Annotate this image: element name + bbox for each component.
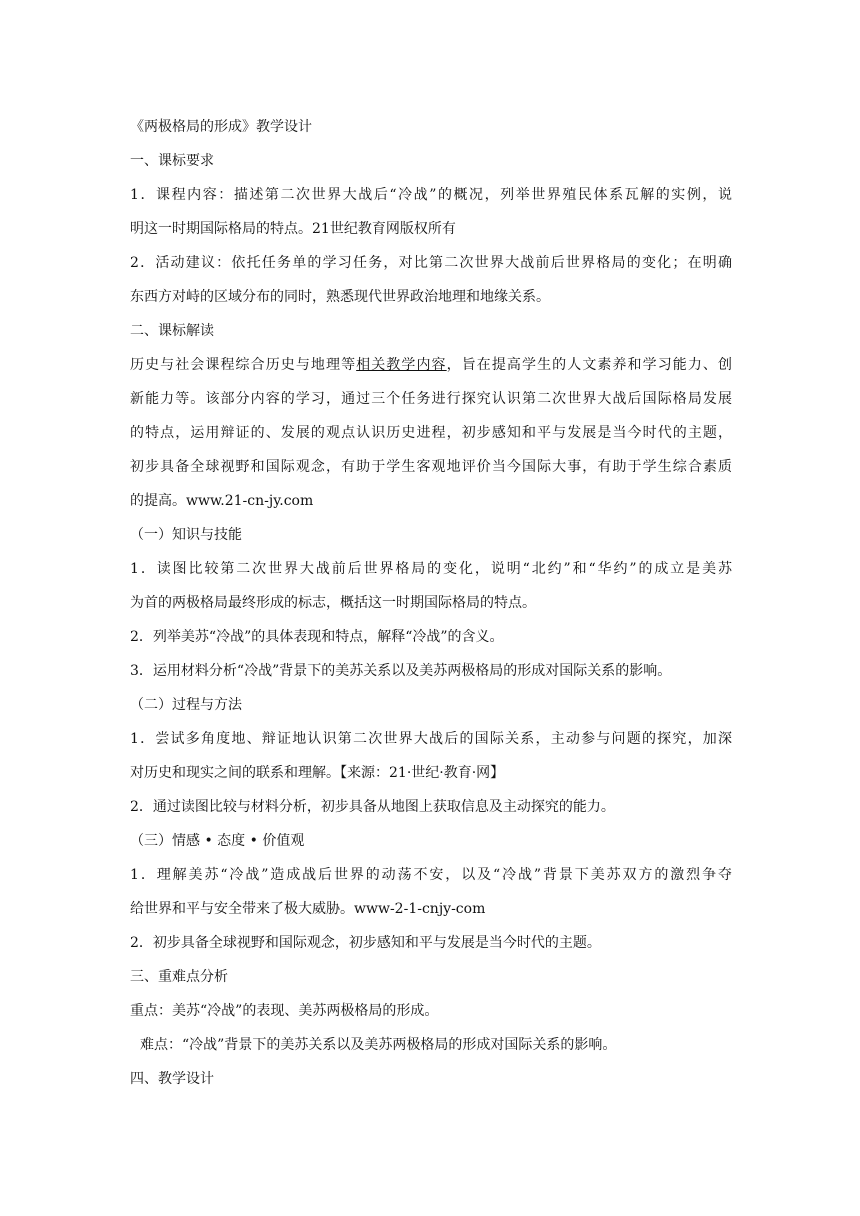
paragraph-line: 1．尝试多角度地、辩证地认识第二次世界大战后的国际关系，主动参与问题的探究，加深 [130, 731, 732, 747]
paragraph-line: 1．读图比较第二次世界大战前后世界格局的变化，说明“北约”和“华约”的成立是美苏 [130, 561, 732, 577]
key-point: 重点：美苏“冷战”的表现、美苏两极格局的形成。 [130, 1003, 439, 1019]
paragraph-line: 给世界和平与安全带来了极大威胁。www-2-1-cnjy-com [130, 901, 486, 917]
paragraph-line: 的提高。www.21-cn-jy.com [130, 493, 314, 509]
subsection-heading-3: （三）情感 • 态度 • 价值观 [130, 833, 305, 849]
subsection-heading-2: （二）过程与方法 [130, 697, 242, 713]
paragraph-line: 1．课程内容：描述第二次世界大战后“冷战”的概况，列举世界殖民体系瓦解的实例，说 [130, 187, 732, 203]
paragraph-line: 1．理解美苏“冷战”造成战后世界的动荡不安，以及“冷战”背景下美苏双方的激烈争夺 [130, 867, 732, 883]
paragraph-line: 初步具备全球视野和国际观念，有助于学生客观地评价当今国际大事，有助于学生综合素质 [130, 459, 732, 475]
document-title: 《两极格局的形成》教学设计 [130, 119, 312, 135]
paragraph-line: 东西方对峙的区域分布的同时，熟悉现代世界政治地理和地缘关系。 [130, 289, 550, 305]
paragraph-line: 2．通过读图比较与材料分析，初步具备从地图上获取信息及主动探究的能力。 [130, 799, 615, 815]
paragraph-line: 明这一时期国际格局的特点。21世纪教育网版权所有 [130, 221, 456, 237]
paragraph-text: 历史与社会课程综合历史与地理等 [130, 357, 357, 373]
paragraph-line: 为首的两极格局最终形成的标志，概括这一时期国际格局的特点。 [130, 595, 536, 611]
subsection-heading-1: （一）知识与技能 [130, 527, 242, 543]
underlined-text: 相关教学内容 [356, 357, 447, 373]
section-heading-3: 三、重难点分析 [130, 969, 228, 985]
paragraph-line: 3．运用材料分析“冷战”背景下的美苏关系以及美苏两极格局的形成对国际关系的影响。 [130, 663, 672, 679]
paragraph-line [130, 348, 732, 382]
section-heading-2: 二、课标解读 [130, 323, 214, 339]
paragraph-line: 对历史和现实之间的联系和理解。【来源：21·世纪·教育·网】 [130, 765, 505, 781]
paragraph-text: ，旨在提高学生的人文素养和学习能力、创 [446, 357, 733, 373]
paragraph-line: 新能力等。该部分内容的学习，通过三个任务进行探究认识第二次世界大战后国际格局发展 [130, 391, 732, 407]
paragraph-line: 2．列举美苏“冷战”的具体表现和特点，解释“冷战”的含义。 [130, 629, 504, 645]
paragraph-line: 的特点，运用辩证的、发展的观点认识历史进程，初步感知和平与发展是当今时代的主题， [130, 425, 732, 441]
difficult-point: 难点：“冷战”背景下的美苏关系以及美苏两极格局的形成对国际关系的影响。 [140, 1037, 617, 1053]
paragraph-line: 2．初步具备全球视野和国际观念，初步感知和平与发展是当今时代的主题。 [130, 935, 601, 951]
paragraph-line: 2．活动建议：依托任务单的学习任务，对比第二次世界大战前后世界格局的变化；在明确 [130, 255, 732, 271]
section-heading-1: 一、课标要求 [130, 153, 214, 169]
section-heading-4: 四、教学设计 [130, 1071, 214, 1087]
